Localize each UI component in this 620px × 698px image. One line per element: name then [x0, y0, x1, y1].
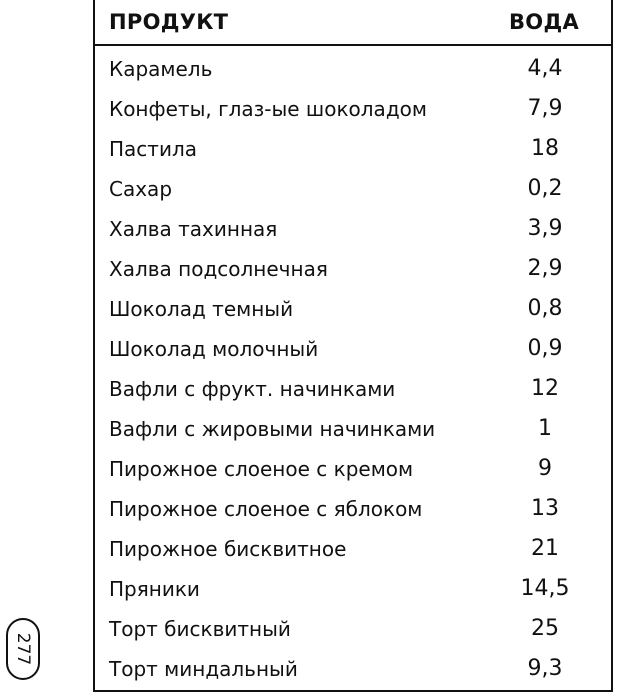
water-value: 18 [531, 136, 559, 161]
product-name: Шоколад темный [109, 297, 294, 321]
header-product: ПРОДУКТ [109, 10, 229, 34]
table-row [95, 92, 611, 132]
table-row [95, 252, 611, 292]
table-row [95, 612, 611, 652]
water-value: 1 [538, 416, 552, 441]
water-value: 4,4 [527, 56, 563, 81]
product-name: Пряники [109, 577, 200, 601]
product-name: Пирожное слоеное с яблоком [109, 497, 423, 521]
product-name: Карамель [109, 57, 213, 81]
table-row [95, 492, 611, 532]
table-body [95, 52, 611, 692]
table-row [95, 172, 611, 212]
table-row [95, 412, 611, 452]
water-value: 9,3 [527, 656, 563, 681]
water-value: 21 [531, 536, 559, 561]
table-row [95, 292, 611, 332]
table-row [95, 532, 611, 572]
water-value: 13 [531, 496, 559, 521]
table-row [95, 52, 611, 92]
table-row [95, 652, 611, 692]
nutrition-table [93, 0, 613, 692]
water-value: 14,5 [520, 576, 570, 601]
product-name: Торт бисквитный [109, 617, 291, 641]
table-row [95, 572, 611, 612]
water-value: 2,9 [527, 256, 563, 281]
page-number-badge [6, 618, 40, 680]
water-value: 0,8 [527, 296, 563, 321]
page-number: 277 [13, 632, 33, 666]
water-value: 0,2 [527, 176, 563, 201]
water-value: 7,9 [527, 96, 563, 121]
product-name: Пирожное слоеное с кремом [109, 457, 414, 481]
water-value: 0,9 [527, 336, 563, 361]
product-name: Халва подсолнечная [109, 257, 328, 281]
table-row [95, 212, 611, 252]
water-value: 25 [531, 616, 559, 641]
product-name: Вафли с фрукт. начинками [109, 377, 396, 401]
table-row [95, 332, 611, 372]
water-value: 12 [531, 376, 559, 401]
header-water: ВОДА [508, 10, 579, 34]
water-value: 9 [538, 456, 552, 481]
table-row [95, 372, 611, 412]
water-value: 3,9 [527, 216, 563, 241]
product-name: Конфеты, глаз-ые шоколадом [109, 97, 427, 121]
product-name: Торт миндальный [109, 657, 298, 681]
table-row [95, 132, 611, 172]
product-name: Пастила [109, 137, 197, 161]
table-header [95, 0, 611, 46]
product-name: Шоколад молочный [109, 337, 319, 361]
product-name: Пирожное бисквитное [109, 537, 347, 561]
product-name: Вафли с жировыми начинками [109, 417, 436, 441]
product-name: Сахар [109, 177, 173, 201]
table-row [95, 452, 611, 492]
product-name: Халва тахинная [109, 217, 278, 241]
